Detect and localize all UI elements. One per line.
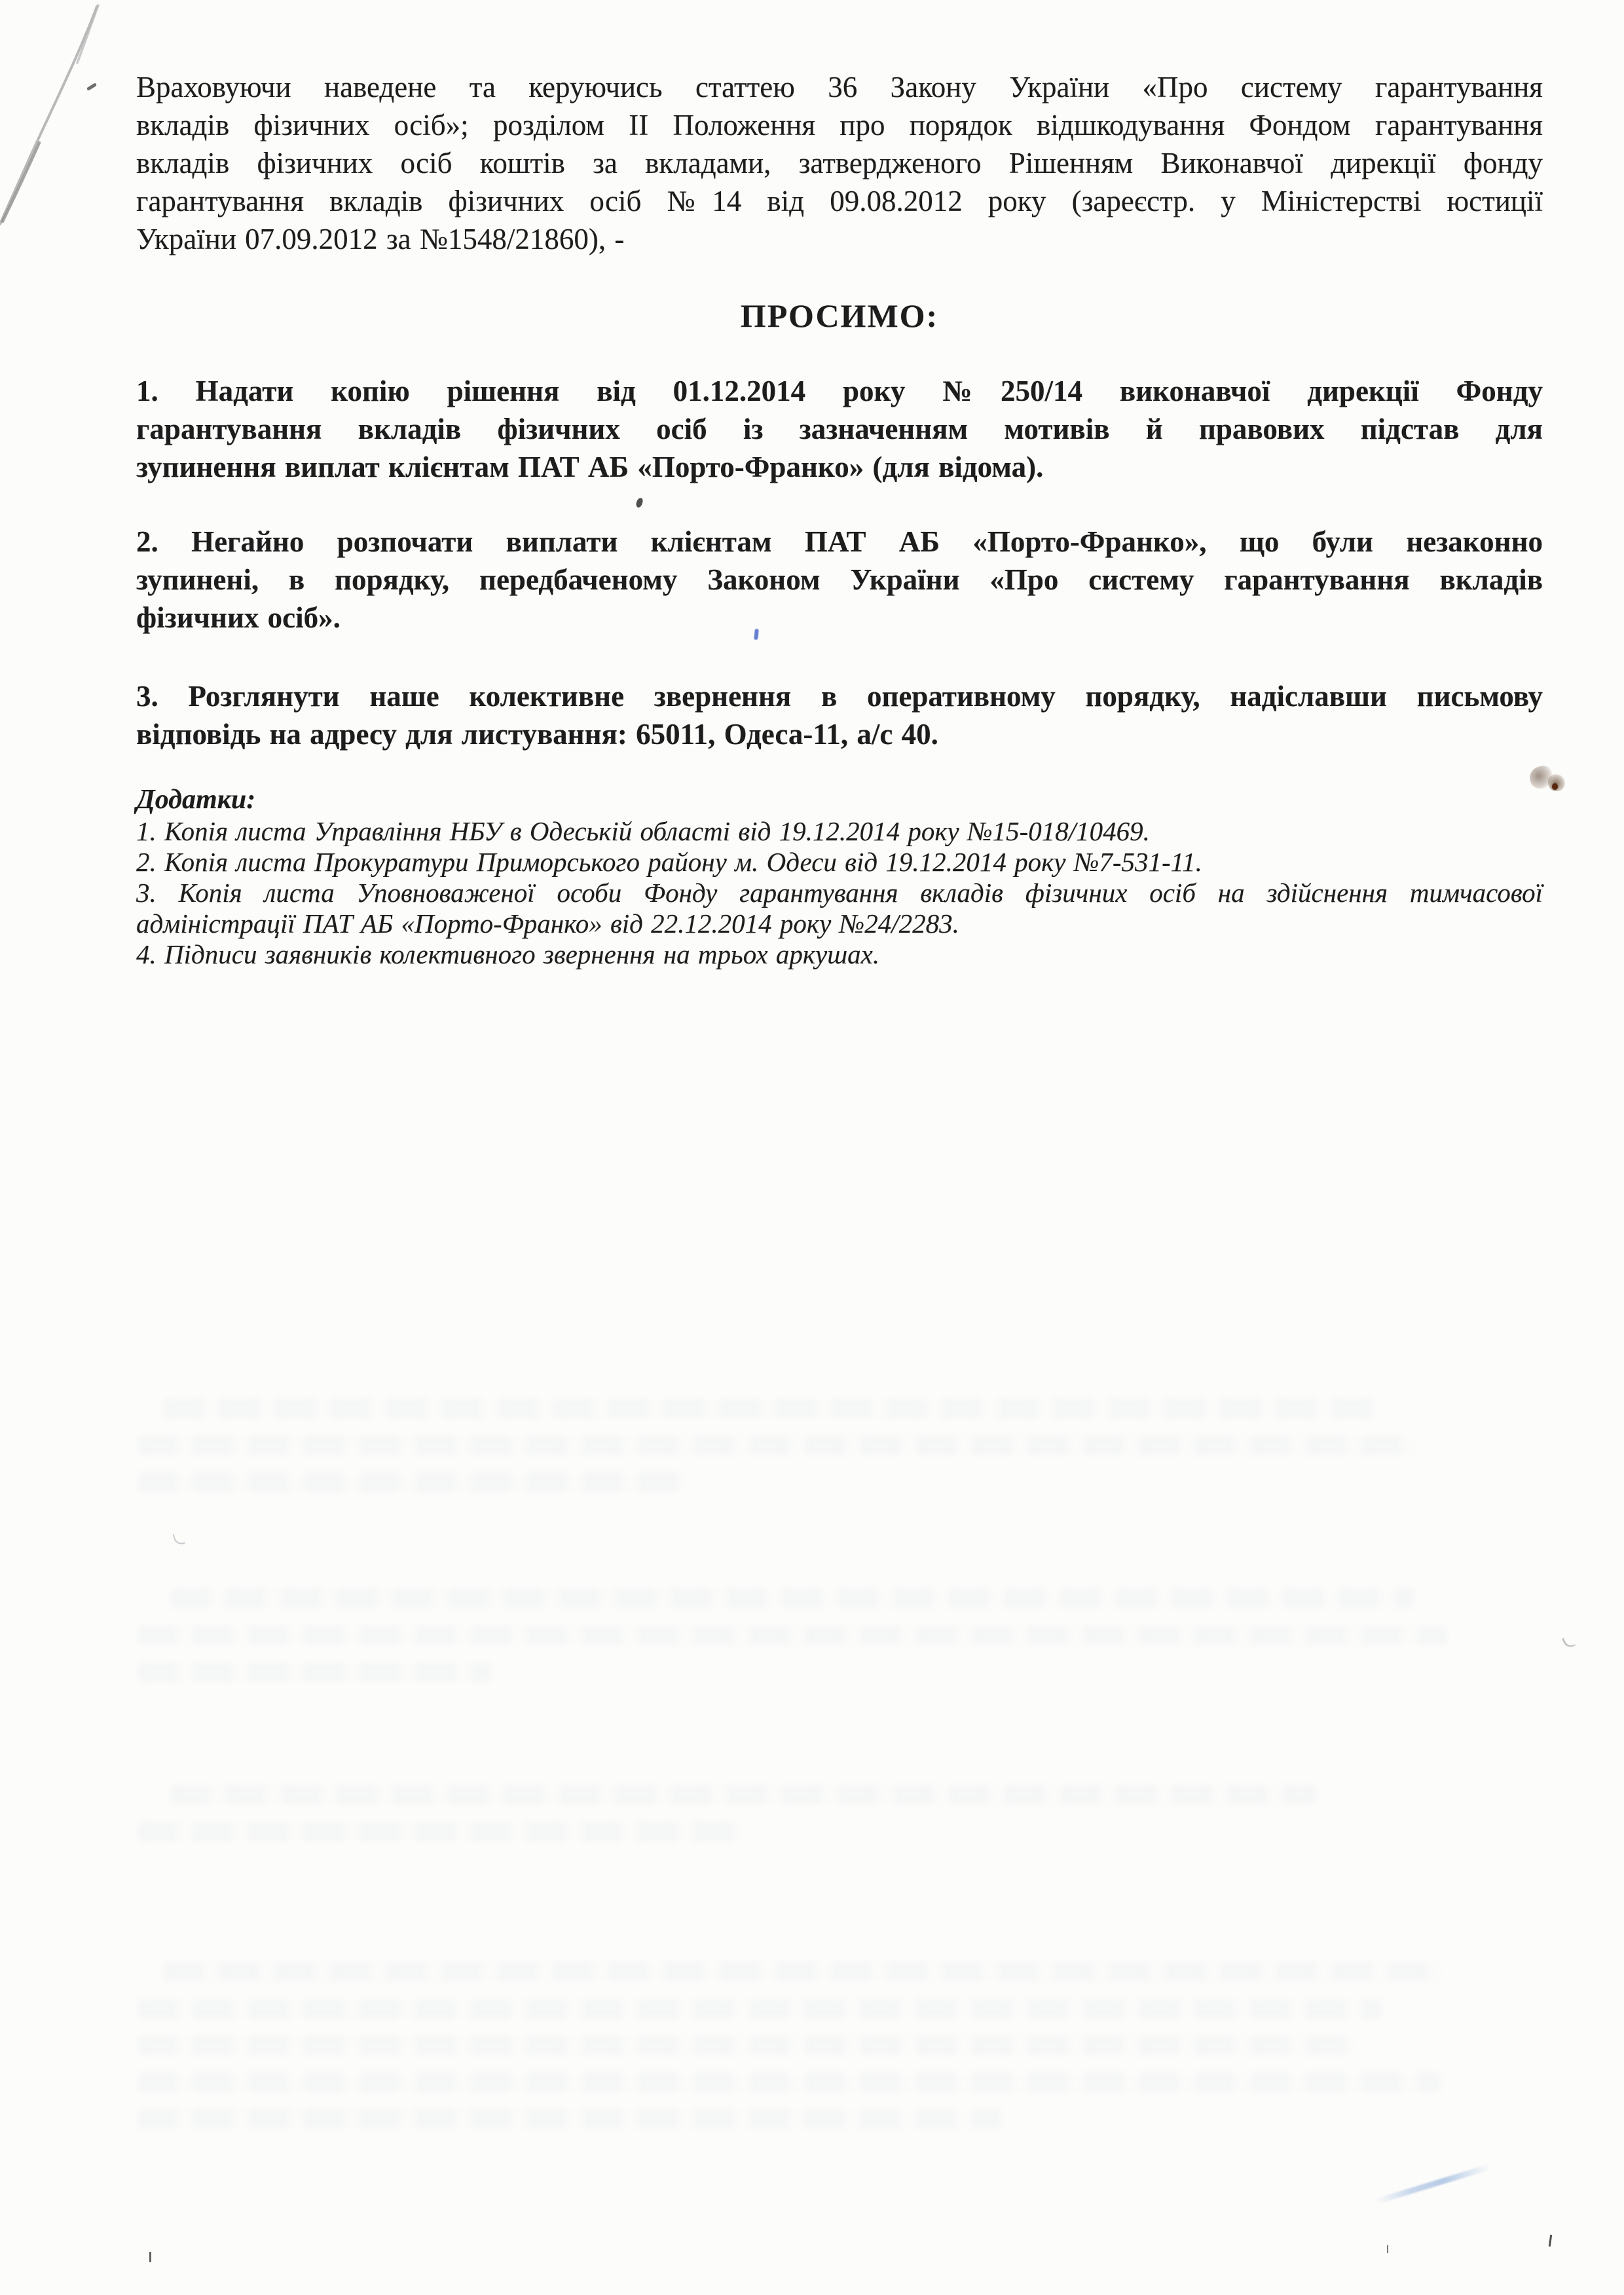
bleed-through-row [138, 1822, 740, 1842]
blue-streak [1376, 2164, 1492, 2205]
intro-paragraph [136, 68, 1543, 258]
pencil-curl-mark [172, 1531, 185, 1546]
request-line: фізичних осіб». [136, 601, 341, 634]
intro-line: Враховуючи наведене та керуючись статтею 36 Закону України «Про систему гарантування [136, 71, 1543, 103]
bleed-through-row [164, 1962, 1441, 1981]
scan-speck [86, 83, 97, 91]
bleed-through-row [138, 1472, 688, 1492]
bleed-through-row [138, 1436, 1414, 1455]
scan-edge-speck [1549, 2235, 1552, 2247]
intro-line: вкладів фізичних осіб»; розділом II Положення про порядок відшкодування Фондом гарантування [136, 109, 1543, 141]
attachments-list [136, 816, 1543, 970]
attachment-item: 2. Копія листа Прокуратури Приморського району м. Одеси від 19.12.2014 року №7-531-11. [136, 847, 1202, 877]
bleed-through-row [138, 1999, 1382, 2019]
bleed-through-row [138, 2036, 1356, 2055]
attachments-heading: Додатки: [136, 785, 256, 815]
pencil-curl-mark [1562, 1635, 1576, 1650]
ink-smudge [1548, 774, 1565, 791]
attachment-item: адміністрації ПАТ АБ «Порто-Франко» від 22.12.2014 року №24/2283. [136, 908, 959, 939]
request-line: гарантування вкладів фізичних осіб із зазначенням мотивів й правових підстав для [136, 413, 1543, 445]
petition-heading: ПРОСИМО: [740, 297, 939, 334]
ink-speck [635, 497, 643, 508]
bleed-through-row [138, 1626, 1447, 1645]
request-item-1 [136, 372, 1543, 486]
request-line: зупинені, в порядку, передбаченому Законом України «Про систему гарантування вкладів [136, 563, 1543, 596]
intro-line: вкладів фізичних осіб коштів за вкладами, затвердженого Рішенням Виконавчої дирекції фонду [136, 147, 1543, 179]
request-line: 2. Негайно розпочати виплати клієнтам ПАТ АБ «Порто-Франко», що були незаконно [136, 525, 1543, 558]
attachment-item: 1. Копія листа Управління НБУ в Одеській області від 19.12.2014 року №15-018/10469. [136, 816, 1150, 846]
scan-scratch-line [0, 0, 131, 236]
bleed-through-row [164, 1398, 1375, 1418]
bleed-through-row [170, 1785, 1316, 1804]
request-line: 3. Розглянути наше колективне звернення в оперативному порядку, надіславши письмову [136, 680, 1543, 713]
scan-edge-speck [1387, 2245, 1388, 2253]
request-line: відповідь на адресу для листування: 65011, Одеса-11, а/с 40. [136, 718, 938, 751]
bleed-through-row [138, 2072, 1441, 2092]
bleed-through-row [138, 1662, 491, 1682]
intro-line: України 07.09.2012 за №1548/21860), - [136, 223, 625, 255]
bleed-through-row [138, 2109, 1002, 2129]
intro-line: гарантування вкладів фізичних осіб №14 від 09.08.2012 року (зареєстр. у Міністерстві юстиції [136, 185, 1543, 217]
request-item-3 [136, 677, 1543, 753]
attachment-item: 4. Підписи заявників колективного звернення на трьох аркушах. [136, 939, 880, 969]
attachment-item: 3. Копія листа Уповноваженої особи Фонду гарантування вкладів фізичних осіб на здійснення тимчасової [136, 878, 1543, 908]
request-item-2 [136, 523, 1543, 637]
request-line: 1. Надати копію рішення від 01.12.2014 року №250/14 виконавчої дирекції Фонду [136, 375, 1543, 407]
ink-smudge-dot [1552, 783, 1558, 790]
request-line: зупинення виплат клієнтам ПАТ АБ «Порто-Франко» (для відома). [136, 451, 1044, 483]
scan-edge-speck [149, 2252, 151, 2262]
bleed-through-row [170, 1588, 1414, 1608]
